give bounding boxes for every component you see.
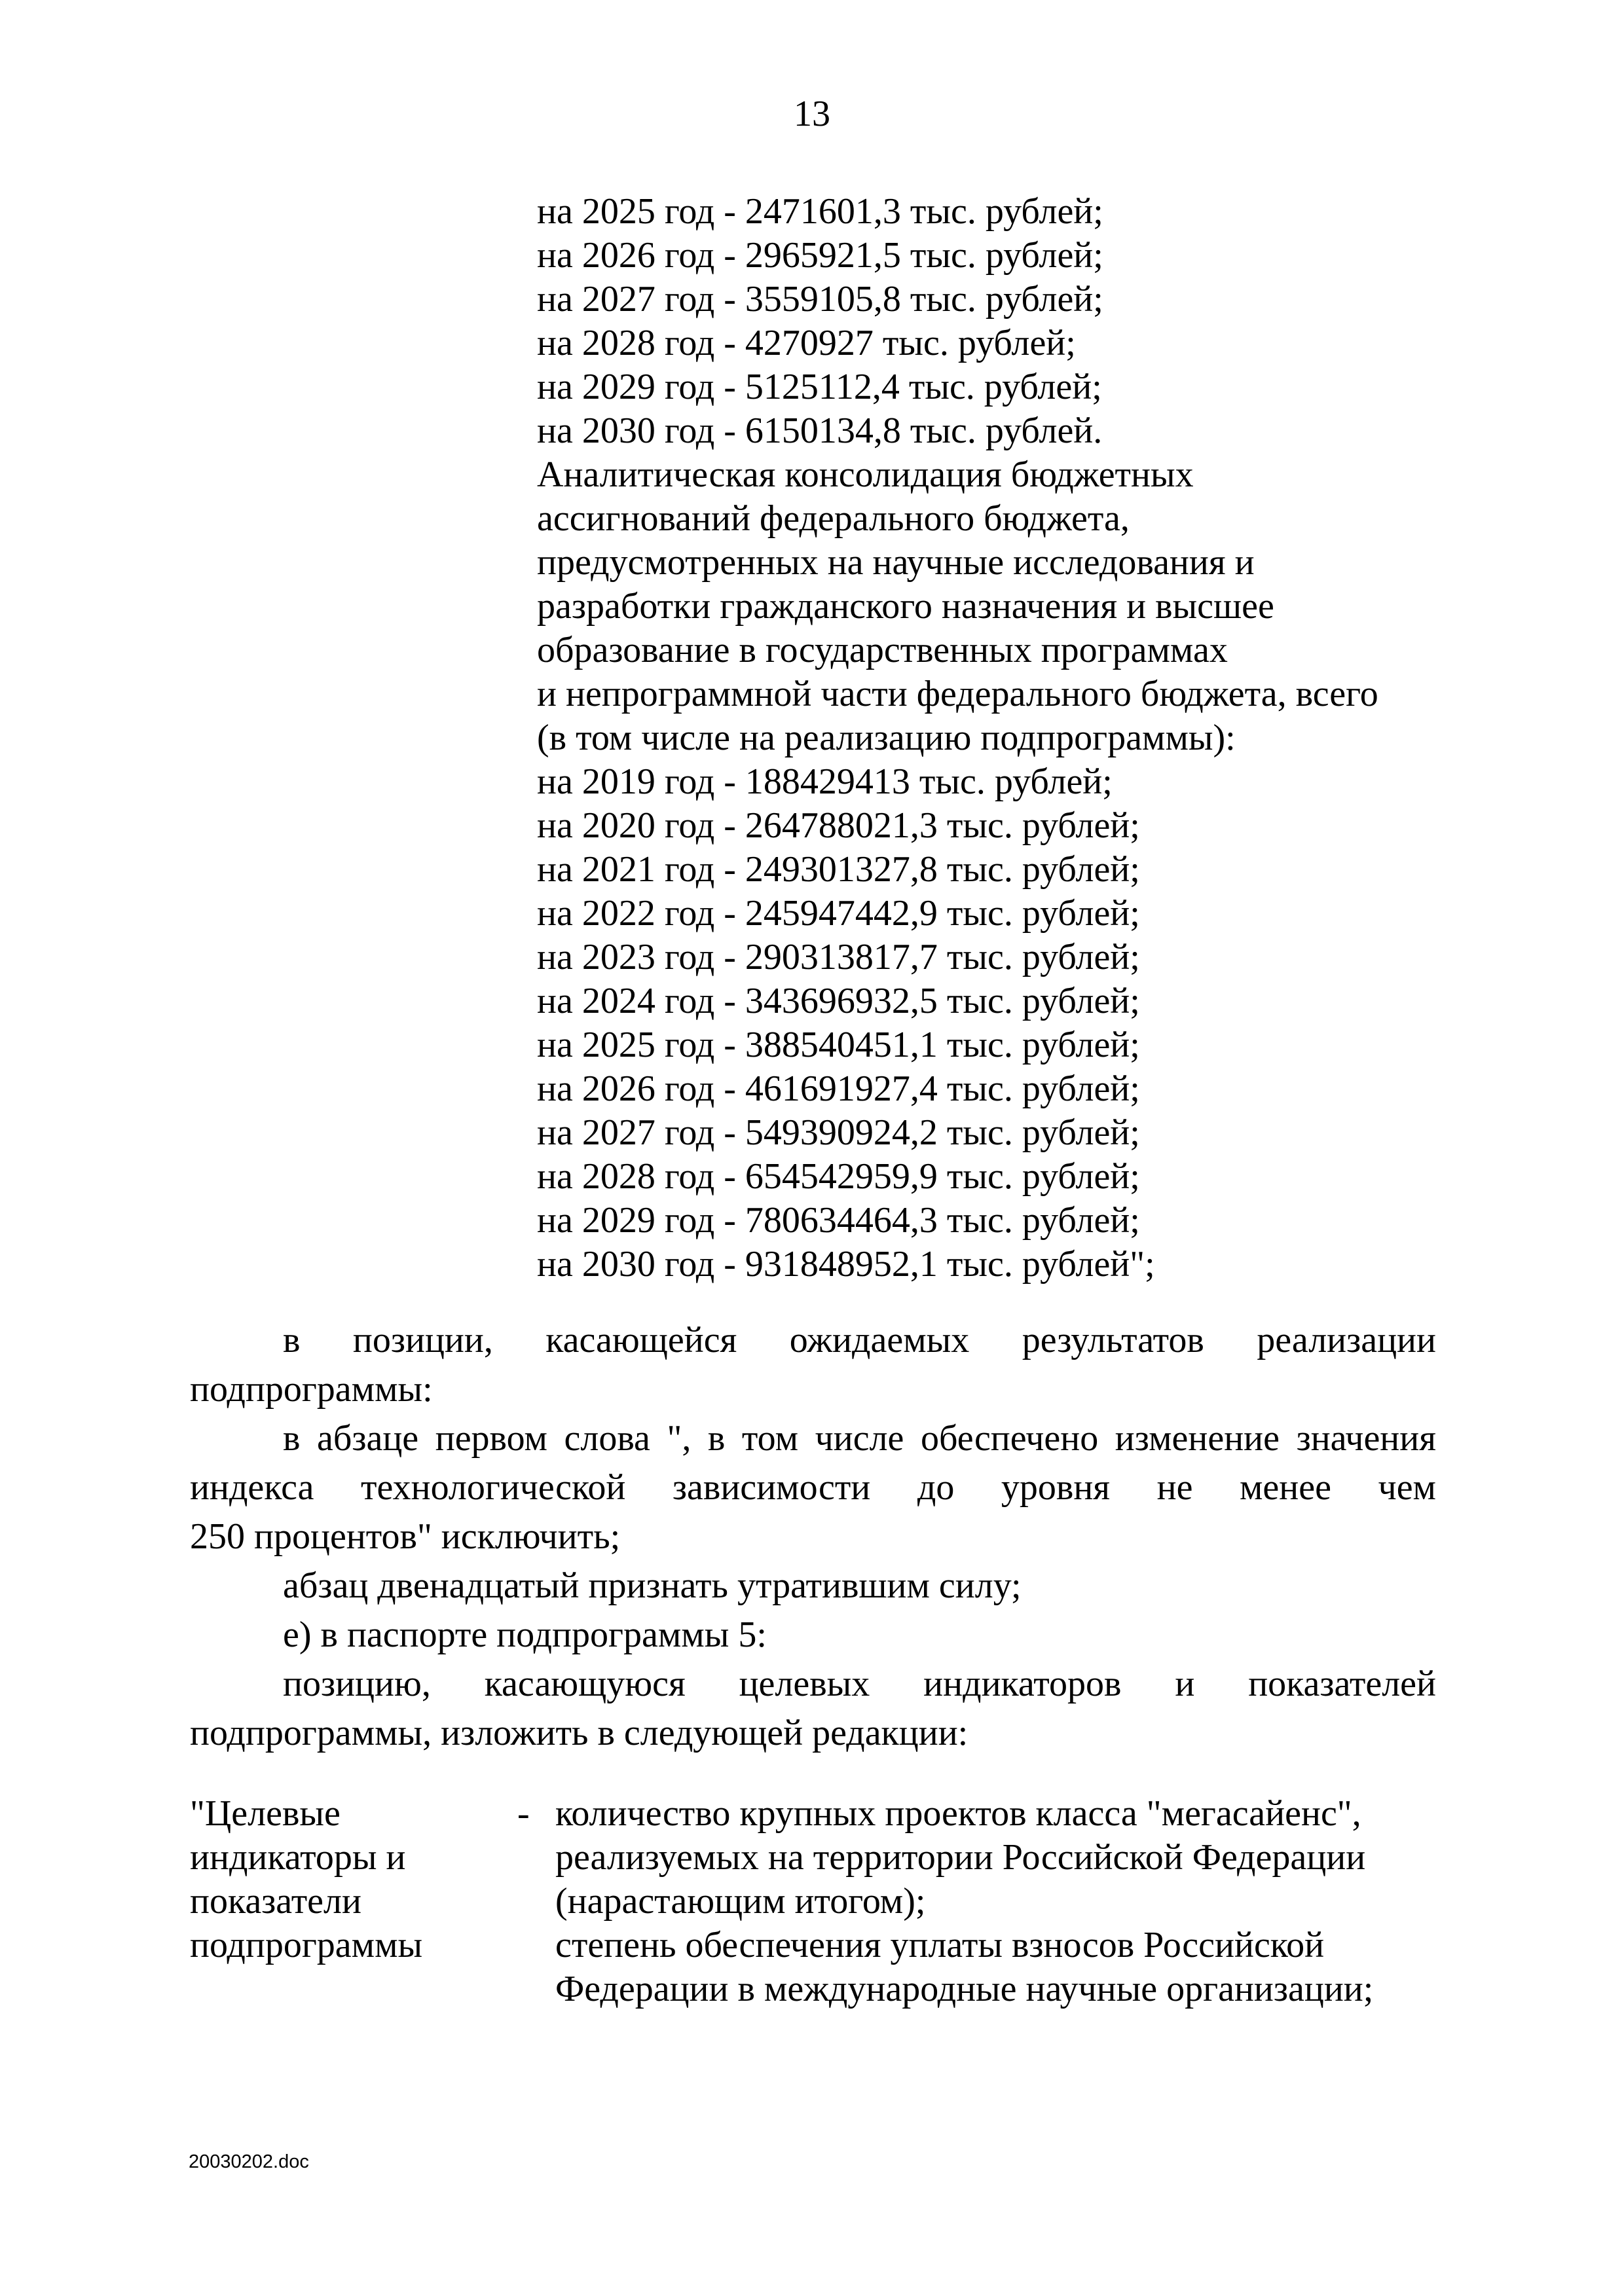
- passport-text-line: (нарастающим итогом);: [555, 1881, 926, 1922]
- funding-line: на 2027 год - 3559105,8 тыс. рублей;: [537, 279, 1103, 319]
- funding-line: на 2029 год - 5125112,4 тыс. рублей;: [537, 367, 1102, 407]
- paragraph-line: позицию, касающуюся целевых индикаторов и показателей: [283, 1664, 1436, 1704]
- paragraph-twelfth-abzac: [190, 1561, 1436, 1611]
- funding-line: на 2020 год - 264788021,3 тыс. рублей;: [537, 805, 1140, 846]
- funding-block: [537, 190, 1378, 1286]
- paragraph-item-e: [190, 1611, 1436, 1660]
- page-number: 13: [794, 94, 830, 134]
- consolidation-line: разработки гражданского назначения и высшее: [537, 586, 1274, 627]
- funding-line: на 2019 год - 188429413 тыс. рублей;: [537, 761, 1113, 802]
- file-name-footer: 20030202.doc: [189, 2151, 309, 2172]
- paragraph-expected-results: [190, 1316, 1436, 1414]
- paragraph-line: подпрограммы, изложить в следующей редакции:: [190, 1713, 969, 1753]
- paragraph-first-abzac: [190, 1414, 1436, 1561]
- funding-line: на 2025 год - 388540451,1 тыс. рублей;: [537, 1025, 1140, 1065]
- funding-line: на 2021 год - 249301327,8 тыс. рублей;: [537, 849, 1140, 890]
- paragraph-line: индекса технологической зависимости до уровня не менее чем: [190, 1467, 1436, 1508]
- passport-label-line: индикаторы и: [190, 1837, 406, 1878]
- funding-line: на 2029 год - 780634464,3 тыс. рублей;: [537, 1200, 1140, 1241]
- funding-line: на 2022 год - 245947442,9 тыс. рублей;: [537, 893, 1140, 934]
- funding-line: на 2024 год - 343696932,5 тыс. рублей;: [537, 981, 1140, 1021]
- passport-label: [190, 1792, 422, 1967]
- paragraph-line: 250 процентов" исключить;: [190, 1516, 621, 1557]
- passport-label-line: показатели: [190, 1881, 361, 1922]
- consolidation-line: предусмотренных на научные исследования и: [537, 542, 1255, 583]
- paragraph-line: в абзаце первом слова ", в том числе обеспечено изменение значения: [283, 1418, 1436, 1459]
- consolidation-line: (в том числе на реализацию подпрограммы):: [537, 718, 1236, 758]
- paragraph-line: в позиции, касающейся ожидаемых результатов реализации: [283, 1320, 1436, 1360]
- passport-text-line: Федерации в международные научные организации;: [555, 1969, 1374, 2009]
- funding-line: на 2026 год - 461691927,4 тыс. рублей;: [537, 1068, 1140, 1109]
- paragraph-line: абзац двенадцатый признать утратившим силу;: [283, 1565, 1022, 1606]
- paragraph-indicators: [190, 1660, 1436, 1758]
- passport-text-line: степень обеспечения уплаты взносов Российской: [555, 1925, 1325, 1965]
- consolidation-line: образование в государственных программах: [537, 630, 1228, 670]
- funding-line: на 2023 год - 290313817,7 тыс. рублей;: [537, 937, 1140, 977]
- passport-text-line: количество крупных проектов класса "мегасайенс",: [555, 1793, 1361, 1834]
- paragraph-line: подпрограммы:: [190, 1369, 433, 1410]
- consolidation-line: ассигнований федерального бюджета,: [537, 498, 1130, 539]
- passport-label-line: "Целевые: [190, 1793, 341, 1834]
- funding-line: на 2025 год - 2471601,3 тыс. рублей;: [537, 191, 1103, 232]
- consolidation-line: Аналитическая консолидация бюджетных: [537, 454, 1194, 495]
- funding-line: на 2026 год - 2965921,5 тыс. рублей;: [537, 235, 1103, 276]
- consolidation-line: и непрограммной части федерального бюджета, всего: [537, 674, 1378, 714]
- passport-text: [555, 1792, 1373, 2011]
- funding-line: на 2028 год - 4270927 тыс. рублей;: [537, 323, 1076, 363]
- passport-label-line: подпрограммы: [190, 1925, 423, 1965]
- funding-line: на 2027 год - 549390924,2 тыс. рублей;: [537, 1112, 1140, 1153]
- passport-text-line: реализуемых на территории Российской Федерации: [555, 1837, 1366, 1878]
- funding-line: на 2030 год - 6150134,8 тыс. рублей.: [537, 410, 1103, 451]
- funding-line: на 2028 год - 654542959,9 тыс. рублей;: [537, 1156, 1140, 1197]
- paragraph-line: е) в паспорте подпрограммы 5:: [283, 1614, 767, 1655]
- funding-line: на 2030 год - 931848952,1 тыс. рублей";: [537, 1244, 1155, 1285]
- passport-dash: -: [517, 1793, 530, 1834]
